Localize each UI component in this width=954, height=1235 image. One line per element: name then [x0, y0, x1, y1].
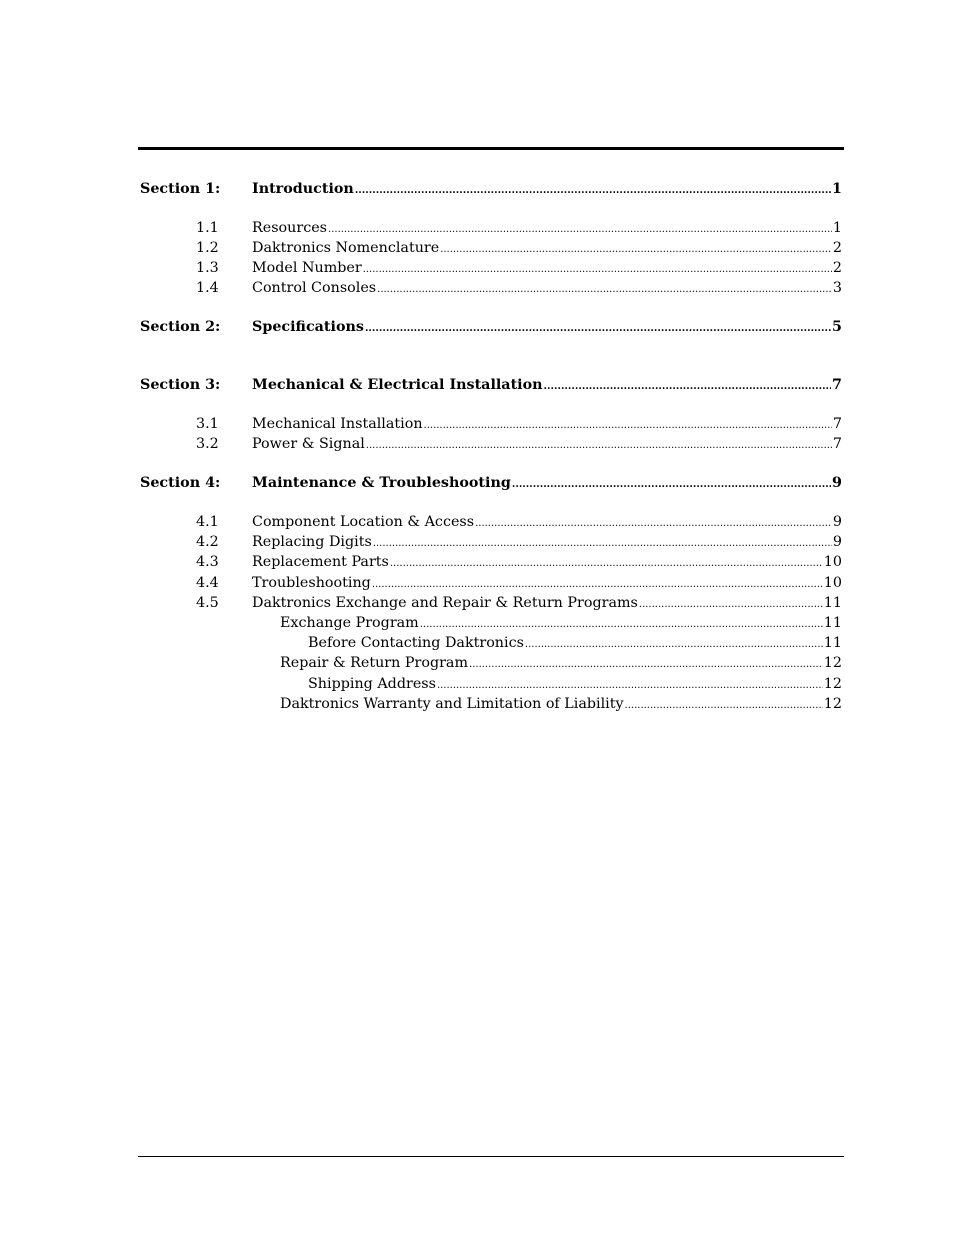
toc-entry-link[interactable] — [252, 375, 842, 397]
toc-entry-title: Exchange Program — [280, 615, 419, 631]
dot-leader — [372, 575, 823, 595]
toc-entry-link[interactable] — [308, 633, 842, 655]
toc-entry-link[interactable] — [252, 218, 842, 240]
toc-entry-title: Daktronics Exchange and Repair & Return Programs — [252, 595, 638, 611]
toc-entry-page: 7 — [832, 436, 842, 452]
toc-entry-link[interactable] — [252, 573, 842, 595]
toc-entry-page: 11 — [823, 615, 842, 631]
toc-entry-number: Section 2: — [140, 319, 221, 335]
toc-entry-page: 7 — [832, 416, 842, 432]
toc-entry-link[interactable] — [252, 434, 842, 456]
dot-leader — [390, 554, 823, 574]
toc-entry-page: 11 — [823, 595, 842, 611]
dot-leader — [469, 655, 823, 675]
toc-entry-number: 1.2 — [196, 240, 219, 256]
toc-entry-link[interactable] — [252, 473, 842, 495]
toc-entry-page: 9 — [832, 514, 842, 530]
toc-entry-page: 2 — [832, 260, 842, 276]
toc-entry-section-4[interactable] — [0, 473, 954, 493]
toc-entry-warranty[interactable] — [0, 694, 954, 714]
toc-entry-title: Mechanical & Electrical Installation — [252, 377, 543, 393]
toc-entry-title: Mechanical Installation — [252, 416, 423, 432]
toc-entry-4-4[interactable] — [0, 573, 954, 593]
toc-entry-1-4[interactable] — [0, 278, 954, 298]
toc-entry-number: 3.1 — [196, 416, 219, 432]
toc-entry-number: 4.2 — [196, 534, 219, 550]
toc-entry-title: Replacing Digits — [252, 534, 372, 550]
toc-entry-link[interactable] — [252, 552, 842, 574]
dot-leader — [424, 416, 832, 436]
toc-entry-page: 2 — [832, 240, 842, 256]
toc-entry-link[interactable] — [252, 414, 842, 436]
toc-entry-page: 7 — [832, 377, 842, 393]
dot-leader — [366, 436, 832, 456]
dot-leader — [625, 696, 823, 716]
toc-entry-number: Section 1: — [140, 181, 221, 197]
toc-entry-page: 9 — [832, 475, 842, 491]
toc-entry-link[interactable] — [252, 238, 842, 260]
toc-entry-page: 1 — [832, 181, 842, 197]
toc-entry-section-3[interactable] — [0, 375, 954, 395]
toc-entry-4-2[interactable] — [0, 532, 954, 552]
dot-leader — [373, 534, 832, 554]
toc-entry-page: 5 — [832, 319, 842, 335]
toc-entry-page: 9 — [832, 534, 842, 550]
toc-entry-link[interactable] — [252, 532, 842, 554]
toc-entry-link[interactable] — [252, 179, 842, 201]
toc-entry-link[interactable] — [252, 317, 842, 339]
dot-leader — [475, 514, 832, 534]
toc-entry-page: 10 — [823, 575, 842, 591]
toc-entry-title: Shipping Address — [308, 676, 436, 692]
toc-entry-3-2[interactable] — [0, 434, 954, 454]
dot-leader — [512, 475, 831, 495]
toc-entry-number: 4.5 — [196, 595, 219, 611]
toc-entry-section-2[interactable] — [0, 317, 954, 337]
toc-entry-4-1[interactable] — [0, 512, 954, 532]
dot-leader — [355, 181, 831, 201]
toc-entry-link[interactable] — [252, 278, 842, 300]
toc-entry-title: Control Consoles — [252, 280, 377, 296]
toc-entry-shipping-address[interactable] — [0, 674, 954, 694]
toc-entry-number: 4.4 — [196, 575, 219, 591]
toc-entry-title: Before Contacting Daktronics — [308, 635, 524, 651]
toc-entry-4-5[interactable] — [0, 593, 954, 613]
toc-entry-title: Component Location & Access — [252, 514, 475, 530]
toc-entry-title: Power & Signal — [252, 436, 365, 452]
toc-entry-1-2[interactable] — [0, 238, 954, 258]
toc-entry-4-3[interactable] — [0, 552, 954, 572]
toc-entry-page: 12 — [823, 676, 842, 692]
dot-leader — [639, 595, 823, 615]
toc-entry-page: 3 — [832, 280, 842, 296]
toc-entry-title: Maintenance & Troubleshooting — [252, 475, 511, 491]
toc-entry-3-1[interactable] — [0, 414, 954, 434]
toc-entry-link[interactable] — [280, 613, 842, 635]
toc-entry-title: Introduction — [252, 181, 354, 197]
toc-entry-number: 1.3 — [196, 260, 219, 276]
bottom-rule — [138, 1156, 844, 1157]
toc-entry-title: Troubleshooting — [252, 575, 371, 591]
toc-entry-page: 12 — [823, 696, 842, 712]
dot-leader — [328, 220, 832, 240]
toc-entry-page: 12 — [823, 655, 842, 671]
toc-entry-1-1[interactable] — [0, 218, 954, 238]
toc-entry-title: Repair & Return Program — [280, 655, 469, 671]
toc-entry-title: Resources — [252, 220, 328, 236]
dot-leader — [420, 615, 823, 635]
toc-entry-page: 1 — [832, 220, 842, 236]
toc-entry-title: Daktronics Warranty and Limitation of Liability — [280, 696, 624, 712]
toc-entry-before-contacting[interactable] — [0, 633, 954, 653]
toc-entry-number: 1.4 — [196, 280, 219, 296]
dot-leader — [440, 240, 832, 260]
toc-entry-exchange-program[interactable] — [0, 613, 954, 633]
toc-entry-1-3[interactable] — [0, 258, 954, 278]
toc-entry-section-1[interactable] — [0, 179, 954, 199]
toc-entry-number: 1.1 — [196, 220, 219, 236]
toc-entry-link[interactable] — [252, 593, 842, 615]
toc-entry-repair-return[interactable] — [0, 653, 954, 673]
dot-leader — [377, 280, 832, 300]
toc-entry-link[interactable] — [252, 512, 842, 534]
toc-entry-title: Specifications — [252, 319, 364, 335]
toc-entry-number: Section 3: — [140, 377, 221, 393]
toc-entry-number: 4.3 — [196, 554, 219, 570]
toc-entry-page: 10 — [823, 554, 842, 570]
toc-entry-title: Daktronics Nomenclature — [252, 240, 440, 256]
toc-entry-link[interactable] — [308, 674, 842, 696]
toc-entry-number: 4.1 — [196, 514, 219, 530]
toc-entry-link[interactable] — [252, 258, 842, 280]
toc-entry-number: Section 4: — [140, 475, 221, 491]
toc-entry-title: Model Number — [252, 260, 362, 276]
toc-entry-number: 3.2 — [196, 436, 219, 452]
dot-leader — [363, 260, 832, 280]
dot-leader — [544, 377, 832, 397]
dot-leader — [525, 635, 823, 655]
toc-entry-link[interactable] — [280, 653, 842, 675]
dot-leader — [437, 676, 823, 696]
toc-entry-page: 11 — [823, 635, 842, 651]
toc-entry-title: Replacement Parts — [252, 554, 389, 570]
dot-leader — [365, 319, 831, 339]
toc-entry-link[interactable] — [280, 694, 842, 716]
